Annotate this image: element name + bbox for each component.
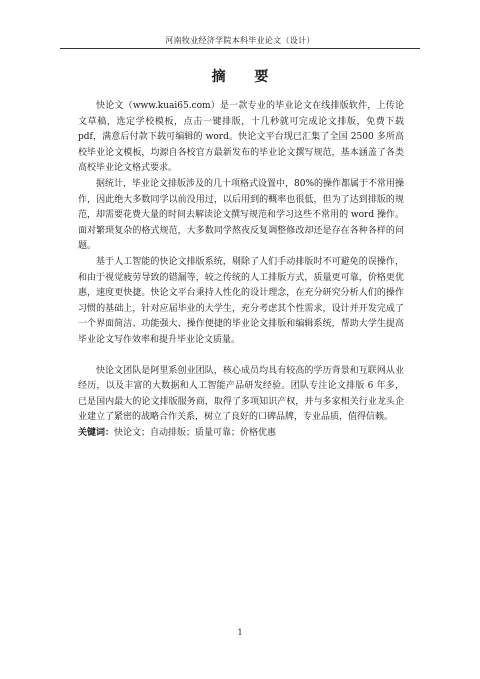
keywords-label: 关键词：: [78, 427, 115, 438]
running-header: 河南牧业经济学院本科毕业论文（设计）: [165, 36, 315, 45]
abstract-paragraph: 据统计，毕业论文排版涉及的几十项格式设置中，80%的操作都属于不常用操作，因此绝大多数同学以前没用过，以后用到的概率也很低，但为了达到排版的规范，却需要花费大量的时间去解读论文撰写规范和学习这些不常用的 word 操作。面对繁琐复杂的格式规范，大多数同学熬夜反复调整修改却还是存在各种各样的问题。: [78, 178, 405, 252]
abstract-paragraph: 快论文（www.kuai65.com）是一款专业的毕业论文在线排版软件，上传论文草稿，选定学校模板，点击一键排版，十几秒就可完成论文排版，免费下载 pdf，满意后付款下载可编辑的 word。快论文平台现已汇集了全国 2500 多所高校毕业论文模板，均源自各校官方最新发布的毕业论文撰写规范，基本涵盖了各类高校毕业论文格式要求。: [78, 101, 404, 174]
page-number: 1: [237, 628, 243, 637]
abstract-paragraph: 快论文团队是阿里系创业团队，核心成员均具有较高的学历背景和互联网从业经历，以及丰富的大数据和人工智能产品研发经验。团队专注论文排版 6 年多，已是国内最大的论文排版服务商，取得了多项知识产权，并与多家相关行业龙头企业建立了紧密的战略合作关系，树立了良好的口碑品牌，专业品质，值得信赖。: [78, 365, 404, 423]
abstract-title: 摘 要: [211, 69, 281, 85]
abstract-paragraph: 基于人工智能的快论文排版系统，剔除了人们手动排版时不可避免的误操作，和由于视觉疲劳导致的错漏等，较之传统的人工排版方式，质量更可靠，价格更优惠，速度更快捷。快论文平台秉持人性化的设计理念，在充分研究分析人们的操作习惯的基础上，针对应届毕业的大学生，充分考虑其个性需求，设计并开发完成了一个界面简洁、功能强大、操作便捷的毕业论文排版和编辑系统，帮助大学生提高毕业论文写作效率和提升毕业论文质量。: [78, 256, 404, 345]
keywords-line: [78, 426, 404, 442]
abstract-body: [78, 99, 404, 441]
header-rule: [60, 48, 420, 49]
keywords-value: 快论文；自动排版；质量可靠；价格优惠: [114, 427, 277, 438]
